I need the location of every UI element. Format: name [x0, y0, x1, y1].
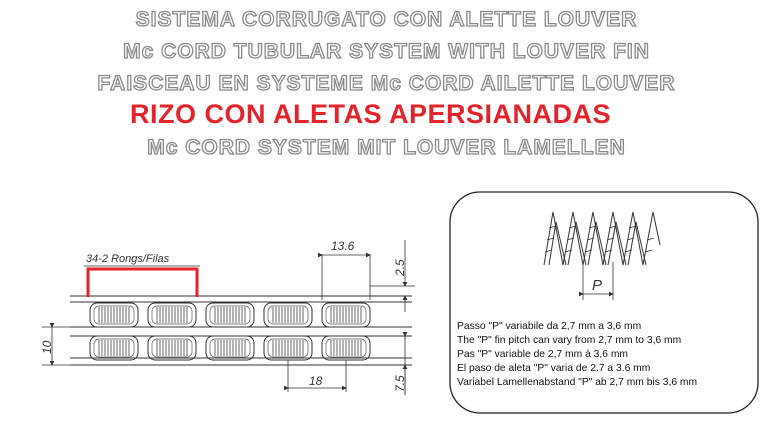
- tube-row-bottom: [90, 336, 370, 360]
- dim-bottom-width: 18: [309, 374, 323, 388]
- note-spanish: El paso de aleta "P" varia de 2.7 a 3.6 mm: [457, 363, 651, 374]
- note-german: Variabel Lamellenabstand "P" ab 2,7 mm bis 3,6 mm: [457, 377, 698, 388]
- dim-right-height: 7.5: [393, 375, 407, 392]
- dim-top-width: 13.6: [331, 239, 355, 253]
- note-italian: Passo "P" variabile da 2,7 mm a 3,6 mm: [457, 321, 642, 332]
- louver-fin-profile: [544, 212, 660, 265]
- title-english: Mc CORD TUBULAR SYSTEM WITH LOUVER FIN: [123, 40, 650, 63]
- rows-highlight-bracket: [88, 269, 197, 297]
- note-english: The "P" fin pitch can vary from 2,7 mm to 3,6 mm: [457, 335, 682, 346]
- pitch-label: P: [592, 277, 603, 294]
- note-french: Pas "P" variable de 2,7 mm à 3,6 mm: [457, 349, 628, 360]
- dim-top-height: 2.5: [393, 259, 407, 276]
- title-italian: SISTEMA CORRUGATO CON ALETTE LOUVER: [135, 8, 638, 31]
- dim-left-height: 10: [40, 340, 54, 354]
- tube-row-top: [90, 303, 370, 327]
- rows-label: 34-2 Rongs/Filas: [86, 253, 170, 265]
- title-spanish: RIZO CON ALETAS APERSIANADAS: [129, 99, 611, 129]
- title-french: FAISCEAU EN SYSTEME Mc CORD AILETTE LOUVER: [97, 72, 676, 95]
- title-german: Mc CORD SYSTEM MIT LOUVER LAMELLEN: [147, 136, 626, 159]
